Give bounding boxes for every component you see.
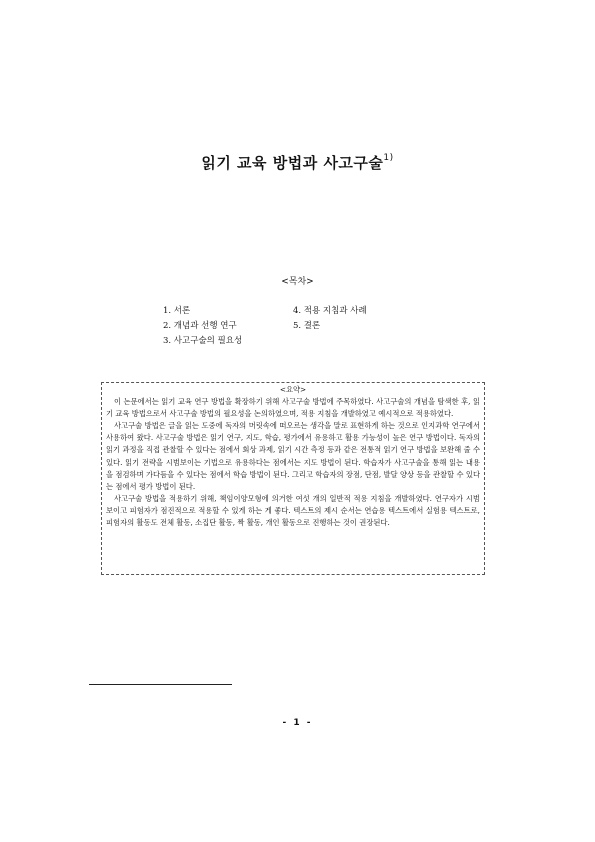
- page-number: - 1 -: [282, 718, 313, 728]
- toc-item-necessity: 3. 사고구술의 필요성: [163, 336, 243, 346]
- paper-title: [0, 152, 595, 173]
- abstract-paragraph: 이 논문에서는 읽기 교육 연구 방법을 확장하기 위해 사고구술 방법에 주목하였다. 사고구술의 개념을 탐색한 후, 읽기 교육 방법으로서 사고구술 방법의 필요성을 논의하였으며, 적용 지침을 개발하였고 예시적으로 적용하였다.: [106, 397, 480, 419]
- toc-item-guidelines: 4. 적용 지침과 사례: [293, 306, 367, 316]
- toc-left-column: [163, 304, 242, 349]
- toc-right-column: [293, 304, 367, 334]
- title-text: 읽기 교육 방법과 사고구술: [201, 154, 384, 172]
- toc-heading: <목차>: [281, 277, 314, 287]
- footnote-separator: [89, 684, 232, 685]
- abstract-paragraph: 사고구술 방법은 글을 읽는 도중에 독자의 머릿속에 떠오르는 생각을 말로 표현하게 하는 것으로 인지과학 연구에서 사용하여 왔다. 사고구술 방법은 읽기 연구, 지도, 학습, 평가에서 유용하고 활용 가능성이 높은 연구 방법이다. 독자의 읽기 과정을 직접 관찰할 수 있다는 점에서 회상 과제, 읽기 시간 측정 등과 같은 전통적 읽기 연구 방법을 보완해 줄 수 있다. 읽기 전략을 시범보이는 기법으로 유용하다는 점에서는 지도 방법이 된다. 학습자가 사고구술을 통해 읽는 내용을 점검하며 가다듬을 수 있다는 점에서 학습 방법이 된다. 그리고 학습자의 장점, 단점, 발달 양상 등을 관찰할 수 있다는 점에서 평가 방법이 된다.: [106, 421, 480, 491]
- abstract-paragraph: 사고구술 방법을 적용하기 위해, 책임이양모형에 의거한 여섯 개의 일반적 적용 지침을 개발하였다. 연구자가 시범보이고 피험자가 점진적으로 적용할 수 있게 하는 게 좋다. 텍스트의 제시 순서는 연습용 텍스트에서 실험용 텍스트로, 피험자의 활동도 전체 활동, 소집단 활동, 짝 활동, 개인 활동으로 진행하는 것이 권장된다.: [106, 493, 480, 528]
- abstract-box: [101, 382, 485, 575]
- title-footnote-mark: 1): [383, 153, 394, 163]
- toc-item-conclusion: 5. 결론: [293, 321, 321, 331]
- abstract-heading: <요약>: [279, 385, 307, 394]
- toc-item-introduction: 1. 서론: [163, 306, 191, 316]
- toc-item-concepts: 2. 개념과 선행 연구: [163, 321, 237, 331]
